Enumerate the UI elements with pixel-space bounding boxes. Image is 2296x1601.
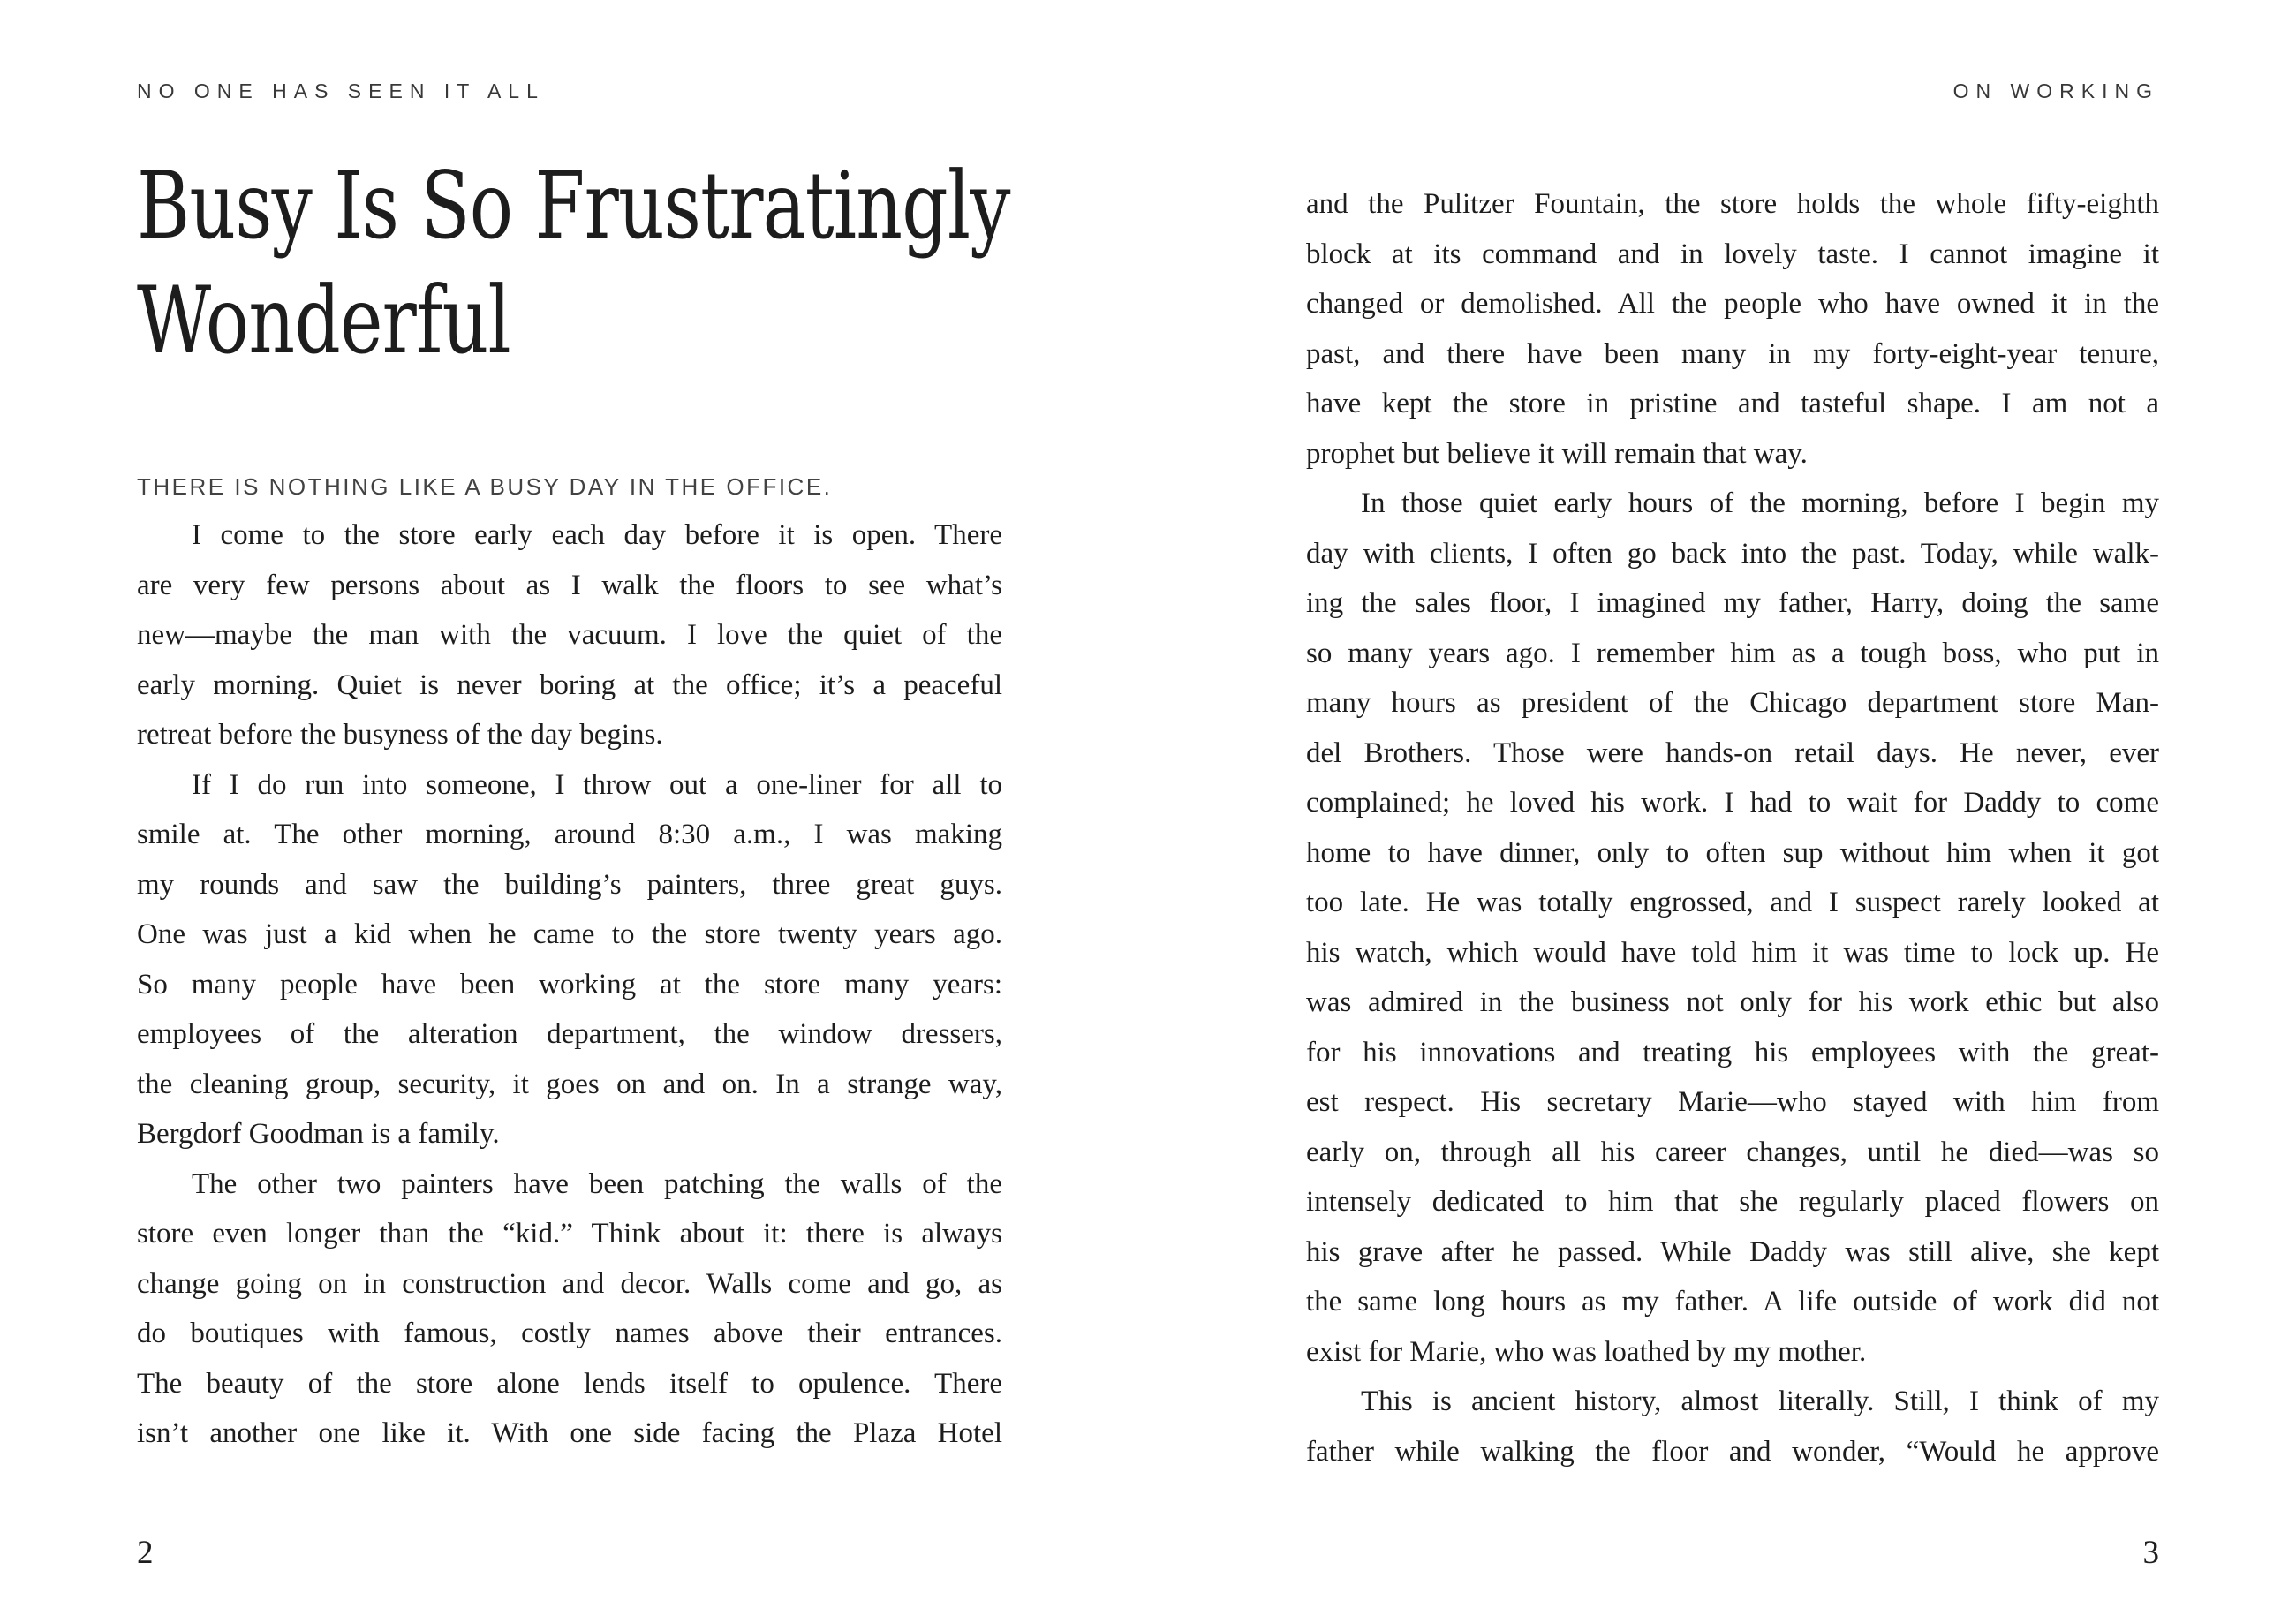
chapter-title-line: Wonderful bbox=[137, 267, 510, 374]
text-line: retreat before the busyness of the day begins. bbox=[137, 719, 663, 751]
text-line: his grave after he passed. While Daddy was still alive, she kept bbox=[1306, 1235, 2159, 1268]
chapter-title bbox=[137, 148, 1010, 378]
text-line: isn’t another one like it. With one side facing the Plaza Hotel bbox=[137, 1417, 1002, 1449]
text-line: are very few persons about as I walk the floors to see what’s bbox=[137, 569, 1002, 601]
text-line: exist for Marie, who was loathed by my mother. bbox=[1306, 1335, 1867, 1368]
text-line: my rounds and saw the building’s painters, three great guys. bbox=[137, 868, 1002, 901]
right-page bbox=[1306, 0, 2159, 1601]
text-line: for his innovations and treating his employees with the great- bbox=[1306, 1036, 2159, 1069]
chapter-lead-in: THERE IS NOTHING LIKE A BUSY DAY IN THE OFFICE. bbox=[137, 473, 833, 500]
text-line: home to have dinner, only to often sup without him when it got bbox=[1306, 836, 2159, 869]
text-line: changed or demolished. All the people who have owned it in the bbox=[1306, 288, 2159, 320]
paragraph bbox=[1306, 1377, 2159, 1476]
text-line: the cleaning group, security, it goes on and on. In a strange way, bbox=[137, 1068, 1002, 1100]
paragraph bbox=[1306, 479, 2159, 1377]
text-line: intensely dedicated to him that she regularly placed flowers on bbox=[1306, 1186, 2159, 1218]
text-line: One was just a kid when he came to the store twenty years ago. bbox=[137, 918, 1002, 950]
left-page bbox=[137, 0, 1010, 1601]
text-line: This is ancient history, almost literally. Still, I think of my bbox=[1361, 1386, 2159, 1417]
text-line: new—maybe the man with the vacuum. I love the quiet of the bbox=[137, 619, 1002, 651]
text-line: block at its command and in lovely taste. I cannot imagine it bbox=[1306, 238, 2159, 270]
text-line: del Brothers. Those were hands-on retail days. He never, ever bbox=[1306, 736, 2159, 769]
paragraph bbox=[137, 1159, 1002, 1459]
running-head-book-title: NO ONE HAS SEEN IT ALL bbox=[137, 79, 545, 102]
text-line: Bergdorf Goodman is a family. bbox=[137, 1118, 500, 1150]
text-line: est respect. His secretary Marie—who stayed with him from bbox=[1306, 1086, 2159, 1118]
text-line: too late. He was totally engrossed, and I suspect rarely looked at bbox=[1306, 887, 2159, 918]
page-number: 3 bbox=[2142, 1535, 2159, 1571]
body-text-right bbox=[1306, 179, 2159, 1476]
text-line: early morning. Quiet is never boring at the office; it’s a peaceful bbox=[137, 668, 1002, 701]
paragraph bbox=[1306, 179, 2159, 479]
text-line: So many people have been working at the store many years: bbox=[137, 968, 1002, 1001]
chapter-title-line: Busy Is So Frustratingly bbox=[137, 152, 1010, 260]
text-line: early on, through all his career changes, until he died—was so bbox=[1306, 1136, 2159, 1168]
text-line: the same long hours as my father. A life outside of work did not bbox=[1306, 1286, 2159, 1318]
paragraph bbox=[137, 760, 1002, 1159]
text-line: father while walking the floor and wonder, “Would he approve bbox=[1306, 1435, 2159, 1468]
text-line: employees of the alteration department, the window dressers, bbox=[137, 1018, 1002, 1050]
page-number: 2 bbox=[137, 1535, 154, 1571]
text-line: change going on in construction and decor. Walls come and go, as bbox=[137, 1267, 1002, 1300]
text-line: have kept the store in pristine and tasteful shape. I am not a bbox=[1306, 388, 2159, 419]
text-line: smile at. The other morning, around 8:30 a.m., I was making bbox=[137, 819, 1002, 850]
text-line: his watch, which would have told him it was time to lock up. He bbox=[1306, 936, 2159, 969]
text-line: If I do run into someone, I throw out a one-liner for all to bbox=[192, 768, 1002, 801]
text-line: store even longer than the “kid.” Think about it: there is always bbox=[137, 1218, 1002, 1250]
text-line: The beauty of the store alone lends itself to opulence. There bbox=[137, 1367, 1002, 1400]
text-line: The other two painters have been patching the walls of the bbox=[192, 1167, 1002, 1200]
paragraph bbox=[137, 510, 1002, 760]
text-line: do boutiques with famous, costly names above their entrances. bbox=[137, 1318, 1002, 1349]
text-line: past, and there have been many in my forty-eight-year tenure, bbox=[1306, 337, 2159, 370]
text-line: complained; he loved his work. I had to wait for Daddy to come bbox=[1306, 787, 2159, 819]
body-text-left bbox=[137, 510, 1002, 1459]
text-line: and the Pulitzer Fountain, the store holds the whole fifty-eighth bbox=[1306, 188, 2159, 220]
text-line: ing the sales floor, I imagined my father, Harry, doing the same bbox=[1306, 587, 2159, 619]
text-line: day with clients, I often go back into the past. Today, while walk- bbox=[1306, 537, 2159, 570]
text-line: prophet but believe it will remain that way. bbox=[1306, 437, 1808, 470]
text-line: In those quiet early hours of the morning, before I begin my bbox=[1361, 487, 2159, 519]
text-line: I come to the store early each day before it is open. There bbox=[192, 519, 1002, 551]
text-line: many hours as president of the Chicago department store Man- bbox=[1306, 687, 2159, 719]
running-head-section-title: ON WORKING bbox=[1952, 79, 2159, 102]
text-line: was admired in the business not only for his work ethic but also bbox=[1306, 986, 2159, 1018]
text-line: so many years ago. I remember him as a tough boss, who put in bbox=[1306, 637, 2159, 669]
